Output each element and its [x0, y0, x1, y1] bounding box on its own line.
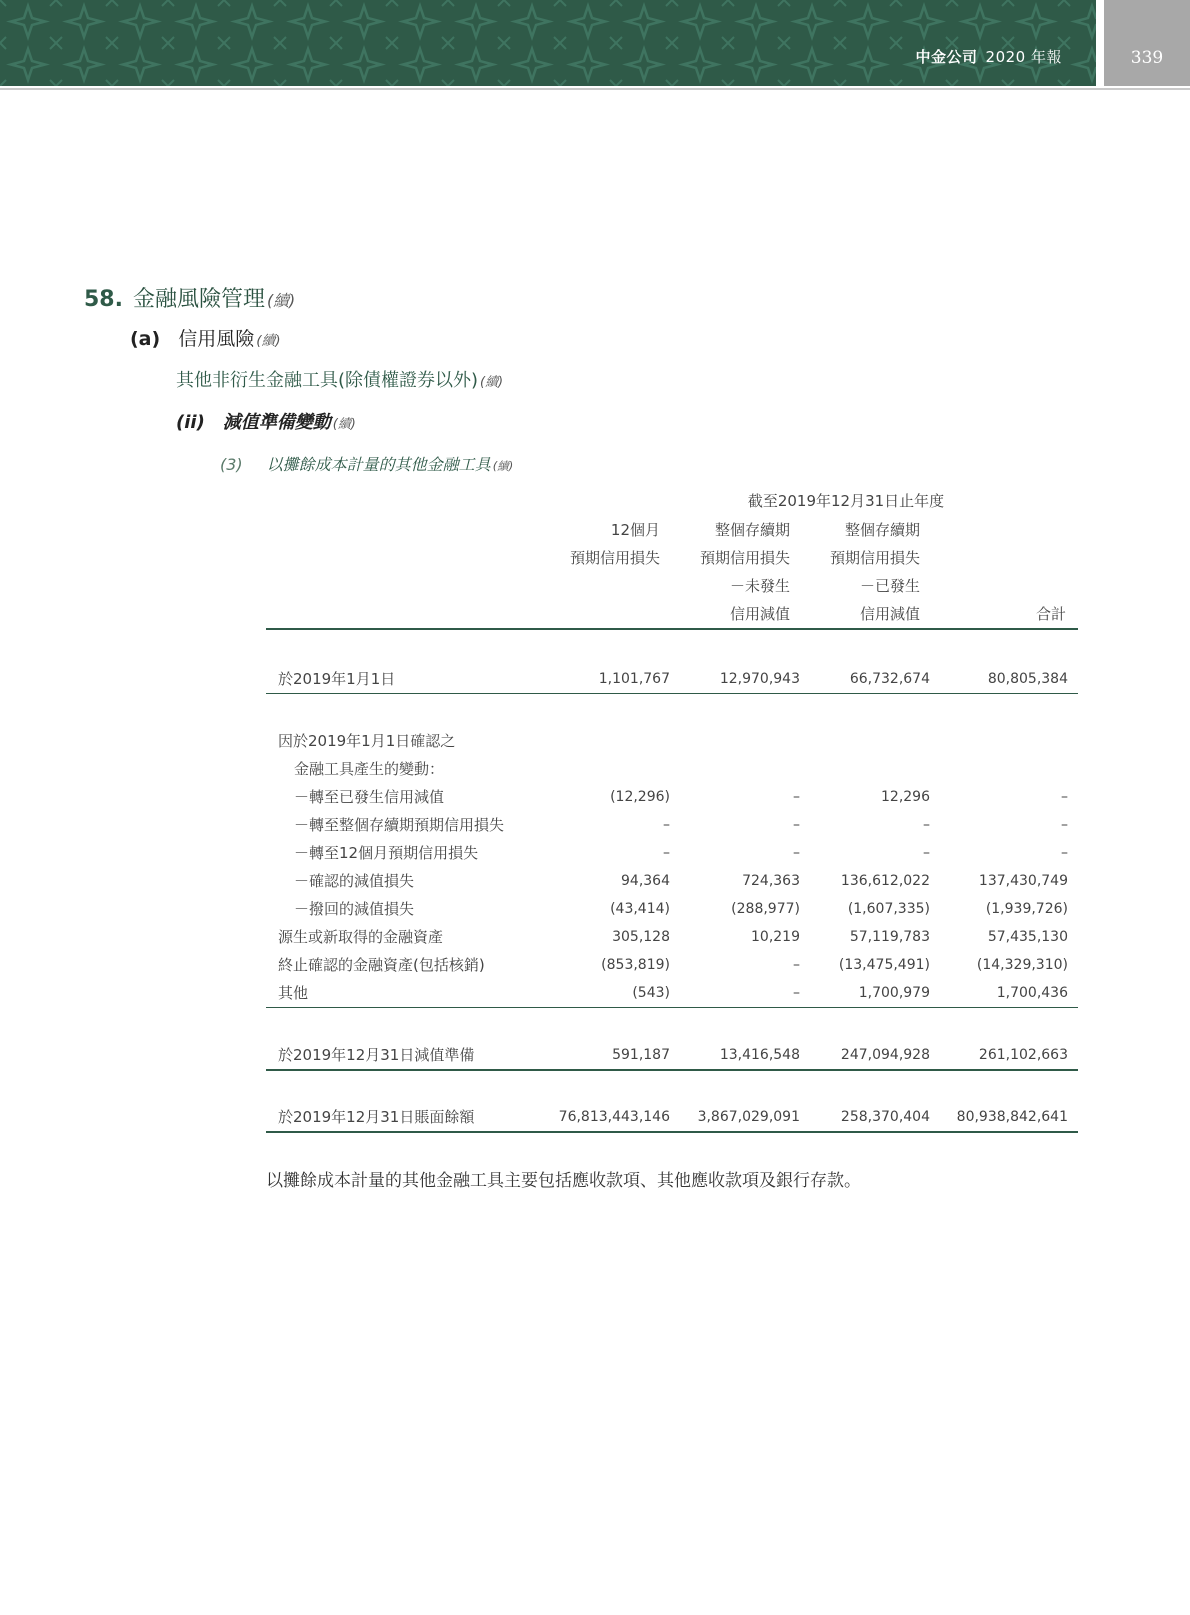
column-header-lifetime-impaired: 整個存續期 預期信用損失 －已發生 信用減值: [829, 521, 920, 623]
category-title: 其他非衍生金融工具(除債權證券以外): [176, 370, 479, 391]
header-rule: [266, 628, 1078, 630]
continued-label: (續): [480, 375, 504, 390]
banner-divider: [0, 88, 1190, 90]
item-heading: [220, 452, 513, 475]
table-row-changes-label: 因於2019年1月1日確認之: [278, 732, 456, 750]
table-row: －轉至已發生信用減值 (12,296) – 12,296 –: [294, 788, 1068, 806]
report-name: 2020 年報: [985, 48, 1062, 66]
row-rule: [266, 693, 1078, 694]
item-title: 以攤餘成本計量的其他金融工具: [266, 455, 491, 474]
column-header-lifetime-not-impaired: 整個存續期 預期信用損失 －未發生 信用減值: [699, 521, 790, 623]
table-row-closing-allowance: 於2019年12月31日減值準備 591,187 13,416,548 247,094,928 261,102,663: [278, 1046, 1068, 1064]
category-heading: [176, 366, 503, 392]
company-name: 中金公司: [915, 48, 978, 66]
period-header: 截至2019年12月31日止年度: [747, 492, 945, 510]
footnote: 以攤餘成本計量的其他金融工具主要包括應收款項、其他應收款項及銀行存款。: [266, 1171, 861, 1191]
table-row: －轉至12個月預期信用損失 – – – –: [294, 844, 1068, 862]
header-banner: [0, 0, 1096, 86]
table-row: 源生或新取得的金融資產 305,128 10,219 57,119,783 57,435,130: [278, 928, 1068, 946]
table-row-carrying-amount: 於2019年12月31日賬面餘額 76,813,443,146 3,867,029,091 258,370,404 80,938,842,641: [278, 1108, 1068, 1126]
section-title: 金融風險管理: [132, 287, 265, 312]
table-row: 終止確認的金融資產(包括核銷) (853,819) – (13,475,491) (14,329,310): [278, 956, 1068, 974]
item-number: (3): [220, 455, 243, 474]
column-header-total: 合計: [1035, 605, 1066, 623]
topic-heading: [176, 408, 356, 434]
continued-label: (續): [332, 417, 356, 432]
table-row: －轉至整個存續期預期信用損失 – – – –: [294, 816, 1068, 834]
continued-label: (續): [492, 459, 514, 473]
continued-label: (續): [267, 291, 296, 310]
topic-number: (ii): [176, 412, 205, 433]
row-rule: [266, 1069, 1078, 1071]
subsection-number: (a): [130, 328, 161, 350]
table-row-opening: 於2019年1月1日 1,101,767 12,970,943 66,732,674 80,805,384: [278, 670, 1068, 688]
column-header-12m: 12個月 預期信用損失: [569, 521, 660, 567]
table-row: －撥回的減值損失 (43,414) (288,977) (1,607,335) (1,939,726): [294, 900, 1068, 918]
section-number: 58.: [84, 287, 123, 312]
banner-title: [916, 46, 1062, 67]
page-number: 339: [1104, 0, 1190, 86]
row-rule: [266, 1131, 1078, 1133]
row-rule: [266, 1007, 1078, 1008]
table-row-changes-label: 金融工具產生的變動：: [294, 760, 445, 778]
table-row: 其他 (543) – 1,700,979 1,700,436: [278, 984, 1068, 1002]
section-heading: [84, 282, 295, 313]
table-row: －確認的減值損失 94,364 724,363 136,612,022 137,430,749: [294, 872, 1068, 890]
topic-title: 減值準備變動: [222, 412, 331, 433]
subsection-title: 信用風險: [178, 328, 255, 350]
subsection-heading: [130, 324, 281, 351]
continued-label: (續): [256, 333, 281, 349]
banner-pattern: [0, 0, 1096, 86]
